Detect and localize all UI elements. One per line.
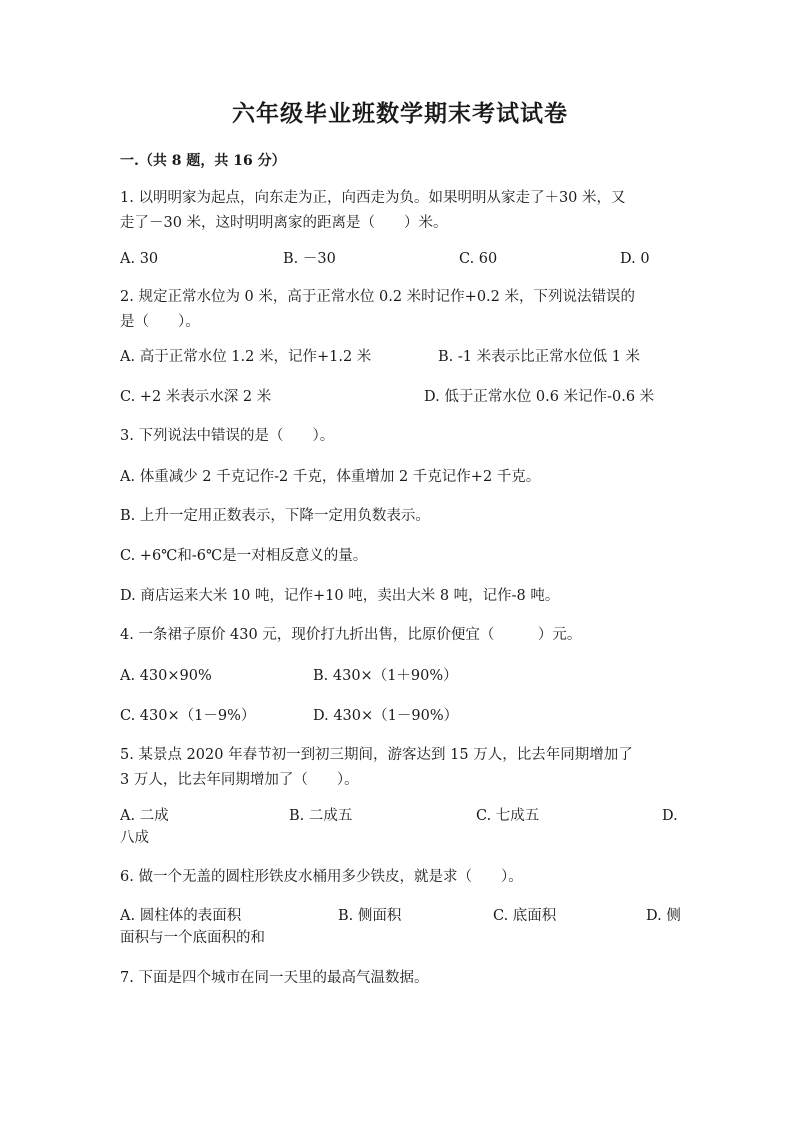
question-1-option-d: D. 0 (620, 251, 650, 267)
question-6-option-c: C. 底面积 (493, 908, 557, 924)
question-5 (120, 743, 680, 793)
question-1-option-c: C. 60 (459, 251, 498, 267)
question-2-option-c: C. +2 米表示水深 2 米 (120, 389, 272, 405)
question-1-option-b: B. －30 (283, 251, 336, 267)
question-2-line-2: 是（ ）。 (120, 314, 200, 330)
question-5-option-d-continued: 八成 (120, 830, 149, 846)
question-6-line-1: 6. 做一个无盖的圆柱形铁皮水桶用多少铁皮，就是求（ ）。 (120, 869, 523, 885)
question-1-line-1: 1. 以明明家为起点，向东走为正，向西走为负。如果明明从家走了＋30 米，又 (120, 190, 626, 206)
section-heading: 一.（共 8 题，共 16 分） (120, 153, 286, 169)
question-7 (120, 966, 680, 991)
question-2-option-d: D. 低于正常水位 0.6 米记作-0.6 米 (424, 389, 655, 405)
question-4-option-b: B. 430×（1＋90%） (313, 668, 458, 684)
page-title: 六年级毕业班数学期末考试试卷 (232, 100, 568, 127)
question-6-option-d: D. 侧 (646, 908, 681, 924)
question-2-option-b: B. -1 米表示比正常水位低 1 米 (438, 349, 641, 365)
question-5-option-c: C. 七成五 (476, 808, 540, 824)
question-3-option-b: B. 上升一定用正数表示，下降一定用负数表示。 (120, 508, 430, 524)
question-4-line-1: 4. 一条裙子原价 430 元，现价打九折出售，比原价便宜（ ）元。 (120, 627, 582, 643)
question-2-line-1: 2. 规定正常水位为 0 米，高于正常水位 0.2 米时记作+0.2 米，下列说法错误的 (120, 289, 635, 305)
question-3 (120, 424, 680, 449)
question-5-option-b: B. 二成五 (289, 808, 353, 824)
question-5-option-d: D. (662, 808, 678, 824)
question-3-line-1: 3. 下列说法中错误的是（ ）。 (120, 428, 335, 444)
question-5-line-1: 5. 某景点 2020 年春节初一到初三期间，游客达到 15 万人，比去年同期增加了 (120, 747, 633, 763)
question-6 (120, 865, 680, 890)
question-4-option-d: D. 430×（1－90%） (313, 708, 459, 724)
question-2-option-a: A. 高于正常水位 1.2 米，记作+1.2 米 (120, 349, 372, 365)
question-6-option-b: B. 侧面积 (338, 908, 402, 924)
question-6-option-d-continued: 面积与一个底面积的和 (120, 930, 265, 946)
question-3-option-c: C. +6℃和-6℃是一对相反意义的量。 (120, 548, 368, 564)
question-4 (120, 623, 680, 648)
question-7-line-1: 7. 下面是四个城市在同一天里的最高气温数据。 (120, 970, 429, 986)
question-2 (120, 285, 680, 335)
question-4-option-c: C. 430×（1－9%） (120, 708, 256, 724)
question-6-option-a: A. 圆柱体的表面积 (120, 908, 242, 924)
question-4-option-a: A. 430×90% (120, 668, 212, 684)
question-5-line-2: 3 万人，比去年同期增加了（ ）。 (120, 772, 359, 788)
question-1 (120, 186, 680, 236)
question-3-option-a: A. 体重减少 2 千克记作-2 千克，体重增加 2 千克记作+2 千克。 (120, 469, 541, 485)
question-1-line-2: 走了－30 米，这时明明离家的距离是（ ）米。 (120, 215, 448, 231)
question-3-option-d: D. 商店运来大米 10 吨，记作+10 吨，卖出大米 8 吨，记作-8 吨。 (120, 588, 560, 604)
question-5-option-a: A. 二成 (120, 808, 169, 824)
question-1-option-a: A. 30 (120, 251, 159, 267)
